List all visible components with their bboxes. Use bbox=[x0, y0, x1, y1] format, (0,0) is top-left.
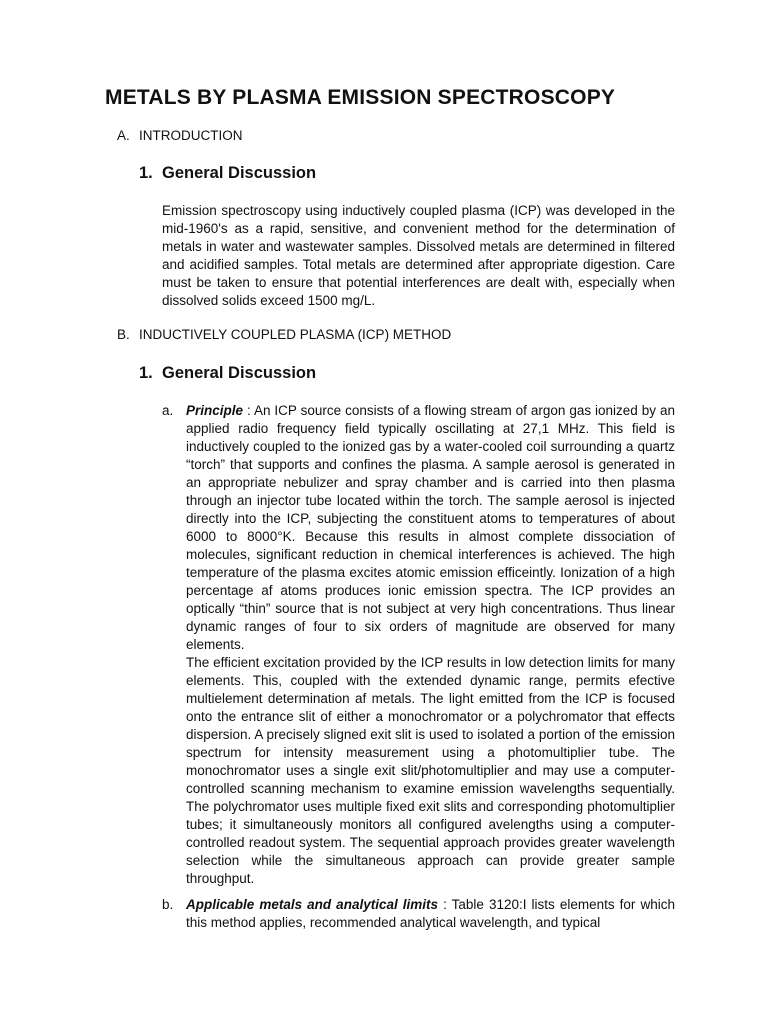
section-letter: A. bbox=[117, 128, 130, 143]
list-marker: b. bbox=[162, 897, 174, 912]
list-item-applicable-metals bbox=[162, 896, 675, 932]
list-marker: a. bbox=[162, 403, 174, 418]
item-lead: Principle bbox=[186, 403, 244, 418]
principle-paragraph bbox=[186, 402, 675, 654]
list-item-body bbox=[186, 402, 675, 888]
item-separator: : bbox=[243, 403, 254, 418]
intro-paragraph: Emission spectroscopy using inductively coupled plasma (ICP) was developed in the mid-1960's as a rapid, sensitive, and convenient method for the determination of metals in water and wastewater samples. Dissolved metals are determined in filtered and acidified samples. Total metals are determined after appropriate digestion. Care must be taken to ensure that potential interferences are dealt with, especially when dissolved solids exceed 1500 mg/L. bbox=[162, 203, 675, 308]
document-title: METALS BY PLASMA EMISSION SPECTROSCOPY bbox=[105, 86, 616, 109]
item-text: Table 3120:I lists elements for which this method applies, recommended analytical wavelength, and typical bbox=[186, 897, 675, 930]
section-title: INTRODUCTION bbox=[139, 128, 243, 143]
subheading-number: 1. bbox=[139, 364, 153, 382]
applicable-metals-paragraph bbox=[186, 896, 675, 932]
item-separator: : bbox=[438, 897, 452, 912]
subheading-number: 1. bbox=[139, 164, 153, 182]
section-title: INDUCTIVELY COUPLED PLASMA (ICP) METHOD bbox=[139, 327, 452, 342]
subheading-title: General Discussion bbox=[162, 364, 317, 382]
list-item-principle bbox=[162, 402, 675, 888]
section-letter: B. bbox=[117, 327, 130, 342]
section-b-heading bbox=[117, 327, 451, 342]
item-lead: Applicable metals and analytical limits bbox=[186, 897, 439, 912]
principle-paragraph-2: The efficient excitation provided by the ICP results in low detection limits for many elements. This, coupled with the extended dynamic range, permits efective multielement determination af metals. The light emitted from the ICP is focused onto the entrance slit of either a monochromator or a polychromator that effects dispersion. A precisely sligned exit slit is used to isolated a portion of the emission spectrum for intensity measurement using a photomultiplier tube. The monochromator uses a single exit slit/photomultiplier and may use a computer-controlled scanning mechanism to examine emission wavelengths sequentially. The polychromator uses multiple fixed exit slits and corresponding photomultiplier tubes; it simultaneously monitors all configured avelengths using a computer-controlled readout system. The sequential approach provides greater wavelength selection while the simultaneous approach can provide greater sample throughput. bbox=[186, 655, 675, 886]
section-a-heading bbox=[117, 128, 243, 143]
section-b-subheading bbox=[139, 364, 316, 383]
list-item-body bbox=[186, 896, 675, 932]
section-a-subheading bbox=[139, 164, 316, 183]
subheading-title: General Discussion bbox=[162, 164, 317, 182]
item-text: An ICP source consists of a flowing stream of argon gas ionized by an applied radio frequency field typically oscillating at 27,1 MHz. This field is inductively coupled to the ionized gas by a water-cooled coil surrounding a quartz “torch” that supports and confines the plasma. A sample aerosol is generated in an appropriate nebulizer and spray chamber and is carried into then plasma through an injector tube located within the torch. The sample aerosol is injected directly into the ICP, subjecting the constituent atoms to temperatures of about 6000 to 8000°K. Because this results in almost complete dissociation of molecules, significant reduction in chemical interferences is achieved. The high temperature of the plasma excites atomic emission efficeintly. Ionization of a high percentage af atoms produces ionic emission spectra. The ICP provides an optically “thin” source that is not subject at very high concentrations. Thus linear dynamic ranges of four to six orders of magnitude are observed for many elements. bbox=[186, 403, 675, 652]
